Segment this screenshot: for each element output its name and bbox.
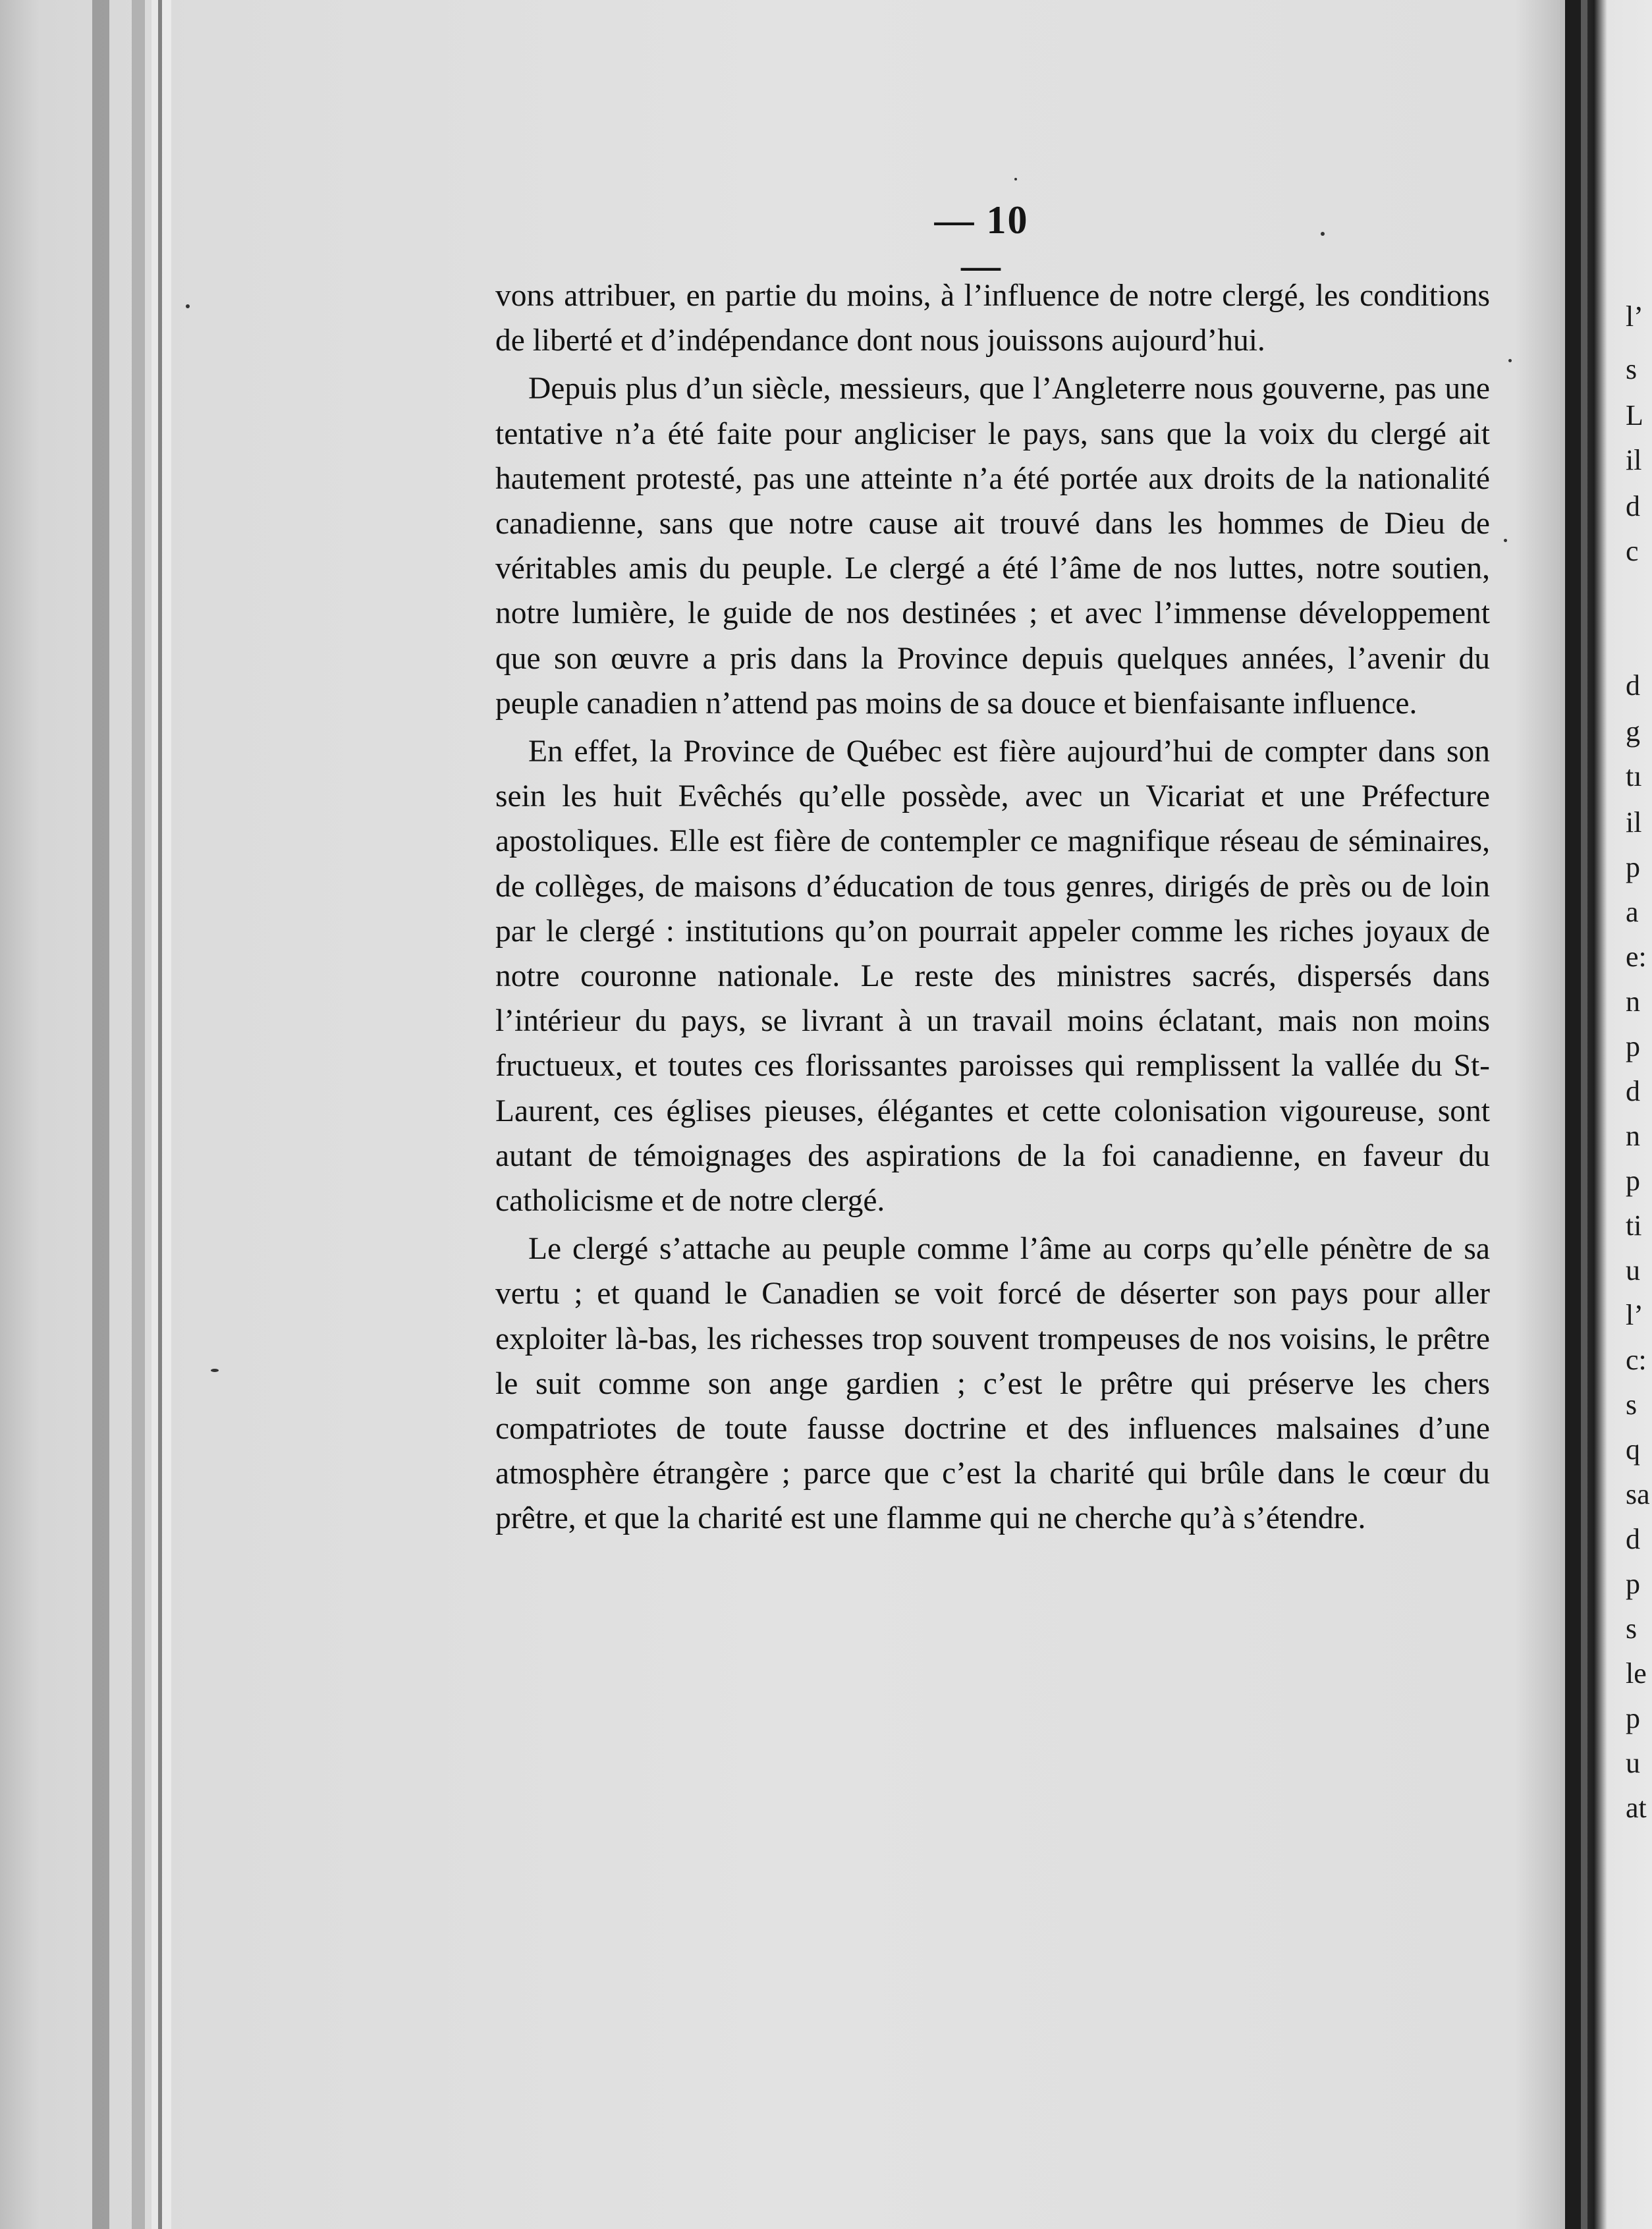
next-page-text-fragment: sa	[1626, 1478, 1650, 1510]
next-page-text-fragment: c:	[1626, 1344, 1647, 1376]
next-page-text-fragment: l’	[1626, 1299, 1643, 1331]
next-page-text-fragment: L	[1626, 399, 1643, 431]
next-page-text-fragment: e:	[1626, 941, 1647, 973]
next-page-text-fragment: p	[1626, 1702, 1640, 1734]
next-page-text-fragment: u	[1626, 1747, 1640, 1779]
next-page-text-fragment: g	[1626, 715, 1640, 748]
next-page-text-fragment: a	[1626, 896, 1639, 928]
next-page-text-fragment: il	[1626, 444, 1642, 476]
next-page-text-fragment: tı	[1626, 760, 1642, 792]
next-page-text-fragment: d	[1626, 490, 1640, 522]
next-page-text-fragment: d	[1626, 669, 1640, 702]
scan-speck	[211, 1369, 219, 1372]
next-page-text-fragment: s	[1626, 353, 1638, 385]
next-page-text-fragment: p	[1626, 1568, 1640, 1600]
next-page-text-fragment: d	[1626, 1075, 1640, 1107]
paragraph: vons attribuer, en partie du moins, à l’influence de notre clergé, les conditions de liberté et d’indépendance dont nous jouissons aujourd’hui.	[495, 279, 1490, 358]
next-page-text-fragment: p	[1626, 1030, 1640, 1062]
next-page-text-fragment: d	[1626, 1523, 1640, 1555]
paragraph: En effet, la Province de Québec est fière aujourd’hui de compter dans son sein les huit Evêchés qu’elle possède, avec un Vicariat et une Préfecture apostoliques. Elle est fière de contempler ce magnifique réseau de séminaires, de collèges, de maisons d’éducation de tous genres, dirigés de près ou de loin par le clergé : institutions qu’on pourrait appeler comme les riches joyaux de notre couronne nationale. Le reste des ministres sacrés, dispersés dans l’intérieur du pays, se livrant à un travail moins éclatant, mais non moins fructueux, et toutes ces florissantes paroisses qui remplissent la vallée du St-Laurent, ces églises pieuses, élégantes et cette colonisation vigoureuse, sont autant de témoignages des aspirations de la foi canadienne, en faveur du catholicisme et de notre clergé.	[495, 734, 1490, 1219]
next-page-text-fragment: n	[1626, 985, 1640, 1018]
scan-speck	[1504, 539, 1507, 542]
paragraph: Le clergé s’attache au peuple comme l’âme au corps qu’elle pénètre de sa vertu ; et quand le Canadien se voit forcé de déserter son pays pour aller exploiter là-bas, les richesses trop souvent trompeuses de nos voisins, le prêtre le suit comme son ange gardien ; c’est le prêtre qui préserve les chers compatriotes de toute fausse doctrine et des influences malsaines d’une atmosphère étrangère ; parce que c’est la charité qui brûle dans le cœur du prêtre, et que la charité est une flamme qui ne cherche qu’à s’étendre.	[495, 1232, 1490, 1536]
next-page-text-fragment: l’	[1626, 300, 1643, 333]
binding-line	[158, 0, 162, 2229]
page-number: — 10 —	[934, 198, 1029, 287]
next-page-text-fragment: s	[1626, 1389, 1638, 1421]
scan-speck	[186, 304, 190, 308]
binding-shadow	[132, 0, 145, 2229]
scan-speck	[1014, 178, 1017, 180]
scan-speck	[1508, 359, 1512, 362]
next-page-text-fragment: n	[1626, 1120, 1640, 1152]
next-page-text-fragment: at	[1626, 1792, 1647, 1824]
paragraph: Depuis plus d’un siècle, messieurs, que l’Angleterre nous gouverne, pas une tentative n’a été faite pour angliciser le pays, sans que la voix du clergé ait hautement protesté, pas une atteinte n’a été portée aux droits de la nationalité canadienne, sans que notre cause ait trouvé dans les hommes de Dieu de véritables amis du peuple. Le clergé a été l’âme de nos luttes, notre soutien, notre lumière, le guide de nos destinées ; et avec l’immense développement que son œuvre a pris dans la Province depuis quelques années, l’avenir du peuple canadien n’attend pas moins de sa douce et bienfaisante influence.	[495, 372, 1490, 721]
next-page-text-fragment: q	[1626, 1433, 1640, 1466]
next-page-text-fragment: u	[1626, 1254, 1640, 1286]
next-page-text-fragment: le	[1626, 1657, 1647, 1690]
body-text	[495, 273, 1490, 1545]
page-edge-shadow	[1581, 0, 1587, 2229]
scan-speck	[1321, 232, 1325, 236]
next-page-text-fragment: p	[1626, 851, 1640, 883]
binding-shadow	[92, 0, 109, 2229]
next-page-text-fragment: c	[1626, 535, 1639, 567]
next-page-text-fragment: ti	[1626, 1209, 1642, 1242]
next-page-text-fragment: il	[1626, 806, 1642, 839]
next-page-text-fragment: p	[1626, 1165, 1640, 1197]
page-edge-shadow	[1565, 0, 1581, 2229]
next-page-text-fragment: s	[1626, 1612, 1638, 1645]
